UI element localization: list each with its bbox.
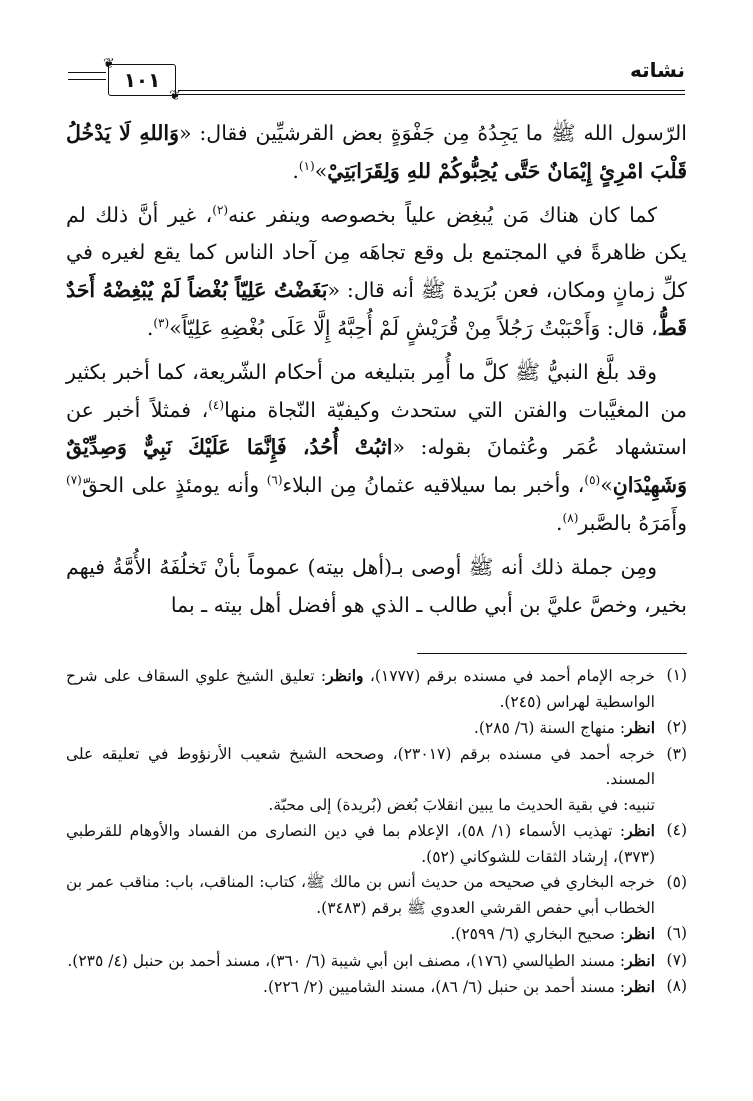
footnote-2: [66, 715, 687, 742]
footnote-ref[interactable]: (٢): [212, 202, 229, 217]
footnote-number: (٦): [666, 924, 687, 942]
text-run: الرّسول الله ﷺ ما يَجِدُهُ مِن جَفْوَةٍ بعض القرشيِّين فقال: «: [178, 121, 687, 145]
text-run: خرجه أحمد في مسنده برقم (٢٣٠١٧)، وصححه الشيخ شعيب الأرنؤوط في تعليقه على المسند.: [66, 744, 655, 788]
footnote-note: تنبيه: في بقية الحديث ما يبين انقلابَ بُغض (بُريدة) إلى محبّة.: [268, 795, 655, 814]
text-run: : منهاج السنة (٦/ ٢٨٥).: [473, 719, 626, 737]
footnote-text: [66, 742, 655, 793]
footnote-number: (٤): [666, 821, 687, 839]
footnote-4: [66, 818, 687, 870]
text-run: »: [600, 473, 613, 498]
footnote-5: [66, 870, 687, 921]
footnote-7: [66, 948, 687, 975]
footnote-ref[interactable]: (٣): [153, 316, 170, 331]
footnote-text: [66, 818, 655, 870]
header-double-rule: [178, 90, 685, 94]
label-see: انظر: [625, 924, 655, 943]
hadith-quote: وَاللهِ لَا يَدْخُلُ قَلْبَ امْرِئٍ إِيْمَانٌ حَتَّى يُحِبُّوكُمْ للهِ وَلِقَرَابَتِيْ: [66, 121, 687, 183]
footnote-3: [66, 742, 687, 793]
footnote-number: (٣): [666, 744, 687, 763]
label-see: انظر: [625, 718, 655, 737]
footnotes: [66, 663, 687, 1001]
footnote-ref[interactable]: (٥): [584, 473, 601, 488]
footnote-1: [66, 663, 687, 715]
paragraph-1: [66, 115, 687, 191]
paragraph-3: [66, 354, 687, 543]
label-see: وانظر: [326, 666, 364, 685]
footnote-number: (٨): [666, 977, 687, 995]
footnote-ref[interactable]: (٤): [208, 397, 225, 412]
footnote-number: (٢): [666, 718, 687, 736]
text-run: خرجه البخاري في صحيحه من حديث أنس بن مالك ﷺ، كتاب: المناقب، باب: مناقب عمر بن الخطاب أبي حفص القرشي العدوي ﷺ برقم (٣٤٨٣).: [66, 873, 655, 917]
label-see: انظر: [625, 950, 655, 970]
footnote-text: [66, 974, 655, 1001]
footnote-ref[interactable]: (١): [298, 158, 315, 173]
footnote-text: [66, 663, 655, 715]
footnote-ref[interactable]: (٦): [266, 473, 283, 488]
text-run: وقد بلَّغ النبيُّ ﷺ كلَّ ما أُمِر بتبليغه من أحكام الشّريعة، كما أخبر بكثير من المغيَّبات والفتن التي ستحدث وكيفيّة النّجاة منها: [66, 359, 688, 422]
text-run: .: [292, 158, 299, 183]
footnote-number: (١): [666, 666, 687, 684]
footnote-text: [66, 921, 655, 948]
footnote-8: [66, 974, 687, 1001]
footnote-ref[interactable]: (٧): [66, 473, 82, 488]
text-run: .: [556, 510, 563, 535]
main-text: [66, 115, 687, 630]
footnote-text: [66, 715, 655, 742]
text-run: ، فمثلاً أخبر عن استشهاد عُمَر وعُثمانَ بقوله: «: [66, 397, 688, 460]
footnote-number: (٧): [666, 950, 687, 969]
text-run: وأنه يومئذٍ على الحقّ: [81, 473, 267, 498]
label-see: انظر: [625, 821, 655, 840]
text-run: ومِن جملة ذلك أنه ﷺ أوصى بـ(أهل بيته) عموماً بأنْ تَخلُفَهُ الأُمَّةُ فيهم بخير، وخصَّ عليَّ بن أبي طالب ـ الذي هو أفضل أهل بيته ـ بما: [66, 554, 687, 617]
ornament-icon: ❦: [169, 88, 181, 104]
text-run: »: [169, 315, 182, 340]
page-header: [68, 52, 685, 102]
text-run: كما كان هناك مَن يُبغِض علياً بخصوصه وينفر عنه: [228, 202, 657, 227]
text-run: : مسند الطيالسي (١٧٦)، مصنف ابن أبي شيبة (٦/ ٣٦٠)، مسند أحمد بن حنبل (٤/ ٢٣٥).: [67, 951, 626, 970]
text-run: وأَمَرَهُ بالصَّبر: [578, 510, 687, 535]
text-run: : تهذيب الأسماء (١/ ٥٨)، الإعلام بما في دين النصارى من الفساد والأوهام للقرطبي (٣٧٣)، إرشاد الثقات للشوكاني (٥٢).: [66, 822, 655, 866]
footnote-text: [66, 948, 655, 975]
ornament-icon: ❦: [103, 56, 115, 72]
text-run: ، غير أنَّ ذلك لم يكن ظاهرةً في المجتمع بل وقع تجاهَه مِن آحاد الناس كما يقع لغيره في كلِّ زمانٍ ومكان، فعن بُرَيدة ﷺ أنه قال: «: [66, 202, 687, 303]
label-see: انظر: [625, 977, 655, 996]
hadith-quote: اثبُتْ أُحُدُ، فَإِنَّمَا عَلَيْكَ نَبِيٌّ وَصِدِّيْقٌ وَشَهِيْدَانِ: [66, 435, 687, 498]
text-run: : صحيح البخاري (٦/ ٢٥٩٩).: [450, 925, 626, 943]
footnote-text: [66, 870, 655, 921]
footnote-ref[interactable]: (٨): [562, 511, 579, 526]
text-run: : تعليق الشيخ علوي السقاف على شرح الواسطية لهراس (٢٤٥).: [66, 667, 655, 711]
page-number-frame: [103, 56, 181, 104]
paragraph-2: [66, 197, 687, 348]
text-run: .: [146, 315, 154, 340]
footnote-divider: [417, 653, 687, 654]
text-run: خرجه الإمام أحمد في مسنده برقم (١٧٧٧)،: [363, 667, 655, 685]
text-run: ، قال: وَأَحْبَبْتُ رَجُلاً مِنْ قُرَيْشٍ لَمْ أُحِبَّهُ إِلَّا عَلَى بُغْضِهِ عَلِيّاً: [181, 315, 658, 340]
hadith-quote: بَغَضْتُ عَلِيّاً بُغْضاً لَمْ يُبْغِضْهُ أَحَدٌ قَطُّ: [66, 278, 687, 340]
header-double-rule-left: [68, 72, 106, 82]
footnote-6: [66, 921, 687, 948]
footnote-number: (٥): [666, 873, 687, 891]
running-title: نشاته: [629, 58, 685, 82]
text-run: ، وأخبر بما سيلاقيه عثمانُ مِن البلاء: [282, 473, 585, 498]
text-run: : مسند أحمد بن حنبل (٦/ ٨٦)، مسند الشاميين (٢/ ٢٢٦).: [263, 978, 626, 996]
text-run: »: [314, 158, 328, 183]
page-number: ١٠١: [123, 68, 161, 92]
paragraph-4: [66, 549, 687, 625]
